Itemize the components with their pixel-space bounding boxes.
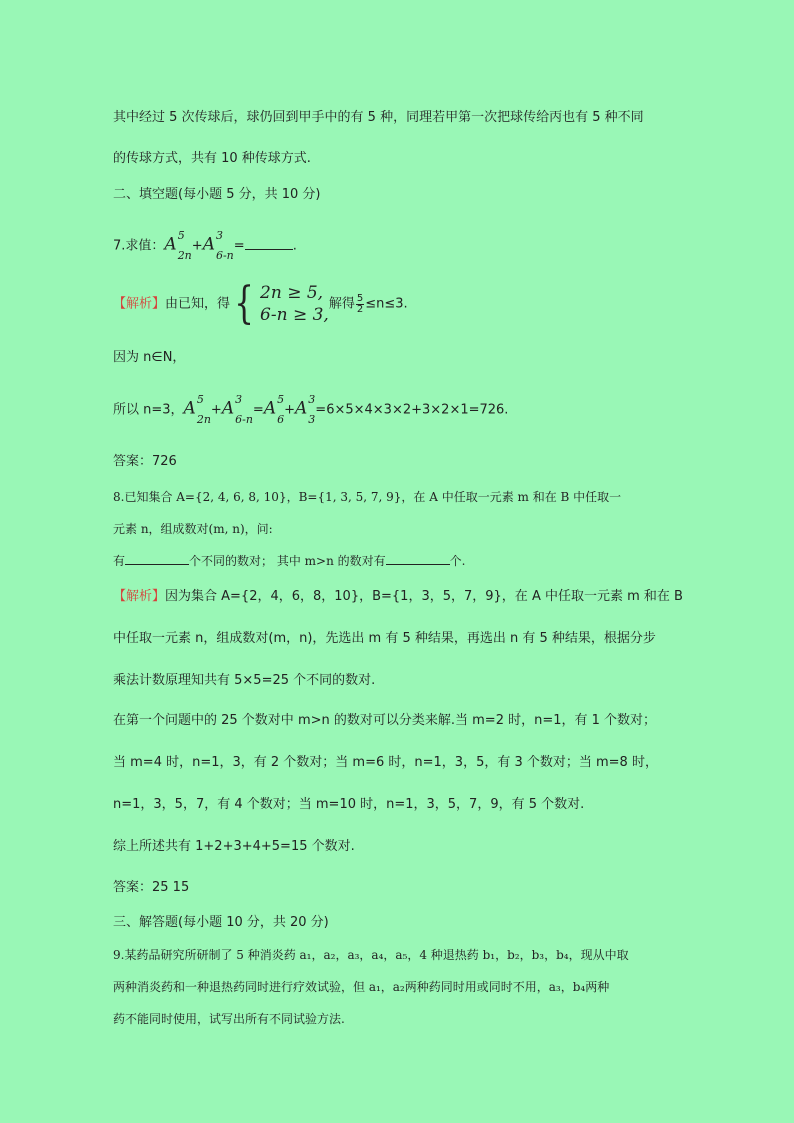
script	[235, 393, 253, 426]
answer-blank	[386, 552, 450, 565]
script	[215, 229, 234, 262]
solution-8-line: n=1，3，5，7，有 4 个数对；当 m=10 时，n=1，3，5，7，9，有 5 个数对.	[113, 797, 585, 812]
plus: +	[210, 402, 222, 418]
solution-8-line: 中任取一元素 n，组成数对(m，n)，先选出 m 有 5 种结果，再选出 n 有 5 种结果，根据分步	[113, 631, 656, 646]
numerator: 5	[356, 292, 364, 304]
question-9-line: 9.某药品研究所研制了 5 种消炎药 a₁，a₂，a₃，a₄，a₅，4 种退热药 b₁，b₂，b₃，b₄，现从中取	[113, 948, 629, 962]
period: .	[292, 238, 297, 254]
equation-system	[230, 278, 329, 329]
text: 个不同的数对； 其中 m>n 的数对有	[189, 554, 386, 568]
text: 有	[113, 554, 126, 568]
q7-prefix: 7.求值：	[113, 238, 165, 254]
solution-7-result	[113, 393, 694, 426]
sup: 3	[308, 393, 316, 406]
sup: 3	[215, 229, 223, 242]
solution-tag: 【解析】	[113, 589, 166, 604]
sub: 3	[308, 413, 316, 426]
symbol-a: A	[295, 398, 308, 419]
symbol-a: A	[183, 398, 196, 419]
symbol-a: A	[164, 234, 177, 255]
solution-tag: 【解析】	[113, 296, 166, 312]
question-8-line	[113, 552, 694, 570]
script	[196, 393, 211, 426]
solution-8-line: 综上所述共有 1+2+3+4+5=15 个数对.	[113, 839, 355, 854]
answer-7: 答案：726	[113, 454, 177, 469]
text: 个.	[449, 554, 466, 568]
section-heading: 三、解答题(每小题 10 分，共 20 分)	[113, 915, 329, 930]
solution-8-line: 在第一个问题中的 25 个数对中 m>n 的数对可以分类来解.当 m=2 时，n=1，有 1 个数对；	[113, 713, 657, 728]
sup: 5	[196, 393, 204, 406]
solution-text: 由已知，得	[165, 296, 231, 312]
solution-8-line	[113, 588, 694, 606]
answer-8: 答案：25 15	[113, 880, 190, 895]
question-9-line: 两种消炎药和一种退热药同时进行疗效试验，但 a₁，a₂两种药同时用或同时不用，a₃，b₄两种	[113, 980, 610, 994]
answer-blank	[125, 552, 189, 565]
paragraph-line: 因为 n∈N，	[113, 350, 186, 365]
solution-7	[113, 278, 694, 329]
denominator: 2	[356, 303, 364, 315]
fraction	[356, 294, 364, 315]
result-prefix: 所以 n=3，	[113, 402, 184, 418]
symbol-a: A	[202, 234, 215, 255]
plus: +	[191, 238, 203, 254]
question-8-line: 8.已知集合 A={2, 4, 6, 8, 10}，B={1, 3, 5, 7, 9}，在 A 中任取一元素 m 和在 B 中任取一	[113, 490, 622, 504]
equals: =	[252, 402, 264, 418]
paragraph-line: 的传球方式，共有 10 种传球方式.	[113, 151, 311, 166]
script	[177, 229, 192, 262]
solution-8-line: 当 m=4 时，n=1，3，有 2 个数对；当 m=6 时，n=1，3，5，有 3 个数对；当 m=8 时，	[113, 755, 658, 770]
solution-text: 解得	[328, 296, 355, 312]
brace-icon: {	[234, 278, 254, 329]
question-7	[113, 229, 694, 262]
sup: 5	[277, 393, 285, 406]
sub: 2n	[177, 249, 192, 262]
solution-text: 因为集合 A={2，4，6，8，10}，B={1，3，5，7，9}，在 A 中任取一元素 m 和在 B	[165, 589, 683, 604]
question-8-line: 元素 n，组成数对(m, n)，问:	[113, 522, 273, 536]
sub: 6-n	[235, 413, 253, 426]
solution-8-line: 乘法计数原理知共有 5×5=25 个不同的数对.	[113, 673, 376, 688]
result-tail: =6×5×4×3×2+3×2×1=726.	[315, 402, 509, 418]
paragraph-line: 其中经过 5 次传球后，球仍回到甲手中的有 5 种，同理若甲第一次把球传给丙也有 5 种不同	[113, 110, 644, 125]
sub: 6-n	[215, 249, 234, 262]
equals: =	[233, 238, 245, 254]
symbol-a: A	[263, 398, 277, 419]
inequality-1: 2n ≥ 5,	[260, 283, 324, 303]
plus: +	[284, 402, 296, 418]
sup: 5	[177, 229, 185, 242]
sub: 2n	[196, 413, 211, 426]
section-heading: 二、填空题(每小题 5 分，共 10 分)	[113, 187, 321, 202]
sub: 6	[277, 413, 285, 426]
symbol-a: A	[221, 398, 235, 419]
inequality-2: 6-n ≥ 3,	[260, 305, 329, 325]
sup: 3	[235, 393, 243, 406]
answer-blank	[245, 237, 293, 250]
solution-text: ≤n≤3.	[365, 296, 408, 312]
question-9-line: 药不能同时使用，试写出所有不同试验方法.	[113, 1012, 345, 1026]
